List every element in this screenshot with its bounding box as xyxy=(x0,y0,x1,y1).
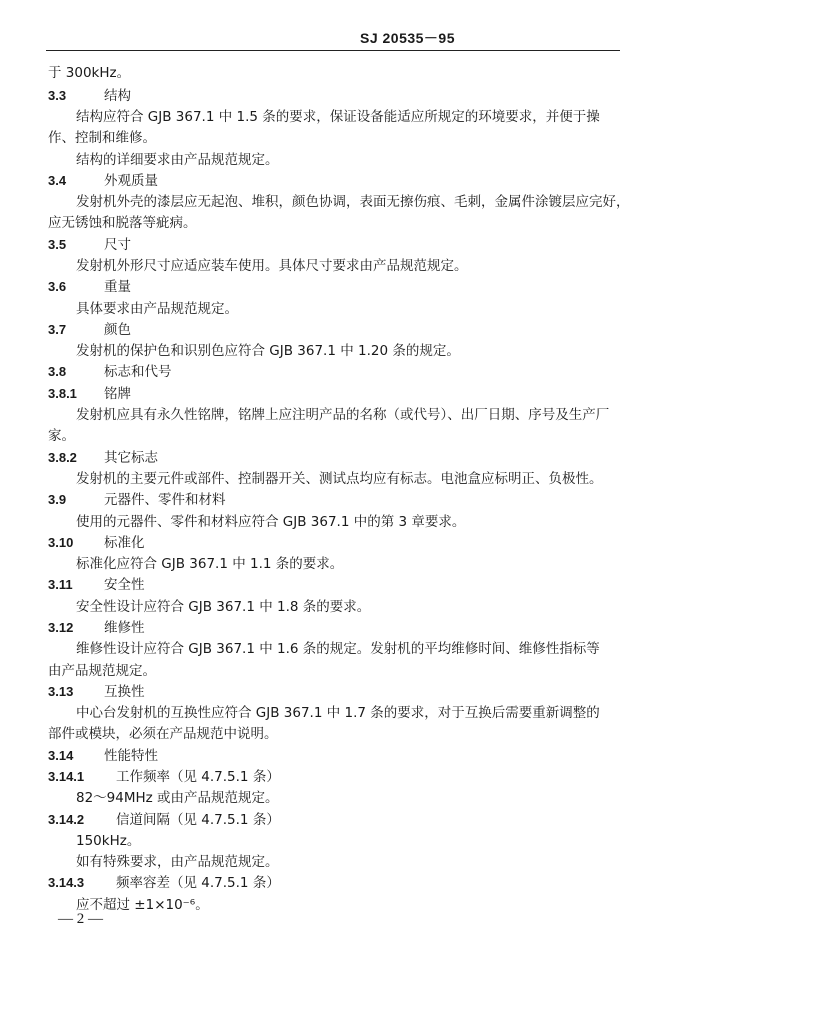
paragraph-line: 应不超过 ±1×10⁻⁶。 xyxy=(76,897,209,913)
paragraph-line: 部件或模块，必须在产品规范中说明。 xyxy=(48,726,278,742)
paragraph-line: 结构应符合 GJB 367.1 中 1.5 条的要求，保证设备能适应所规定的环境要求，并便于操 xyxy=(76,109,600,125)
paragraph-line: 应无锈蚀和脱落等疵病。 xyxy=(48,215,197,231)
section-heading: 3.14 性能特性 xyxy=(48,748,158,764)
paragraph-line: 发射机应具有永久性铭牌，铭牌上应注明产品的名称（或代号）、出厂日期、序号及生产厂 xyxy=(76,407,610,423)
paragraph-line: 家。 xyxy=(48,428,75,444)
section-heading: 3.5 尺寸 xyxy=(48,237,131,253)
paragraph-line: 由产品规范规定。 xyxy=(48,663,156,679)
subsection-heading: 3.8.1 铭牌 xyxy=(48,386,131,402)
section-heading: 3.4 外观质量 xyxy=(48,173,158,189)
text-line: 于 300kHz。 xyxy=(48,65,131,81)
section-heading: 3.9 元器件、零件和材料 xyxy=(48,492,226,508)
document-code-header: SJ 20535－95 xyxy=(359,30,456,46)
subsection-heading: 3.14.1 工作频率（见 4.7.5.1 条） xyxy=(48,769,280,785)
paragraph-line: 使用的元器件、零件和材料应符合 GJB 367.1 中的第 3 章要求。 xyxy=(76,514,466,530)
paragraph-line: 作、控制和维修。 xyxy=(48,130,156,146)
header-rule xyxy=(46,50,620,51)
section-heading: 3.10 标准化 xyxy=(48,535,145,551)
paragraph-line: 标准化应符合 GJB 367.1 中 1.1 条的要求。 xyxy=(76,556,344,572)
section-heading: 3.8 标志和代号 xyxy=(48,364,172,380)
paragraph-line: 发射机外形尺寸应适应装车使用。具体尺寸要求由产品规范规定。 xyxy=(76,258,468,274)
paragraph-line: 如有特殊要求，由产品规范规定。 xyxy=(76,854,279,870)
section-heading: 3.12 维修性 xyxy=(48,620,145,636)
section-heading: 3.6 重量 xyxy=(48,279,131,295)
paragraph-line: 维修性设计应符合 GJB 367.1 中 1.6 条的规定。发射机的平均维修时间、维修性指标等 xyxy=(76,641,600,657)
paragraph-line: 150kHz。 xyxy=(76,833,141,849)
paragraph-line: 安全性设计应符合 GJB 367.1 中 1.8 条的要求。 xyxy=(76,599,371,615)
paragraph-line: 结构的详细要求由产品规范规定。 xyxy=(76,152,279,168)
paragraph-line: 具体要求由产品规范规定。 xyxy=(76,301,238,317)
section-heading: 3.3 结构 xyxy=(48,88,131,104)
paragraph-line: 发射机的主要元件或部件、控制器开关、测试点均应有标志。电池盒应标明正、负极性。 xyxy=(76,471,603,487)
paragraph-line: 82～94MHz 或由产品规范规定。 xyxy=(76,790,279,806)
section-heading: 3.7 颜色 xyxy=(48,322,131,338)
paragraph-line: 发射机的保护色和识别色应符合 GJB 367.1 中 1.20 条的规定。 xyxy=(76,343,460,359)
paragraph-line: 中心台发射机的互换性应符合 GJB 367.1 中 1.7 条的要求，对于互换后需要重新调整的 xyxy=(76,705,600,721)
section-heading: 3.11 安全性 xyxy=(48,577,145,593)
subsection-heading: 3.14.3 频率容差（见 4.7.5.1 条） xyxy=(48,875,280,891)
subsection-heading: 3.14.2 信道间隔（见 4.7.5.1 条） xyxy=(48,812,280,828)
subsection-heading: 3.8.2 其它标志 xyxy=(48,450,158,466)
page-number: — 2 — xyxy=(58,911,103,927)
paragraph-line: 发射机外壳的漆层应无起泡、堆积，颜色协调，表面无擦伤痕、毛刺，金属件涂镀层应完好， xyxy=(76,194,630,210)
section-heading: 3.13 互换性 xyxy=(48,684,145,700)
